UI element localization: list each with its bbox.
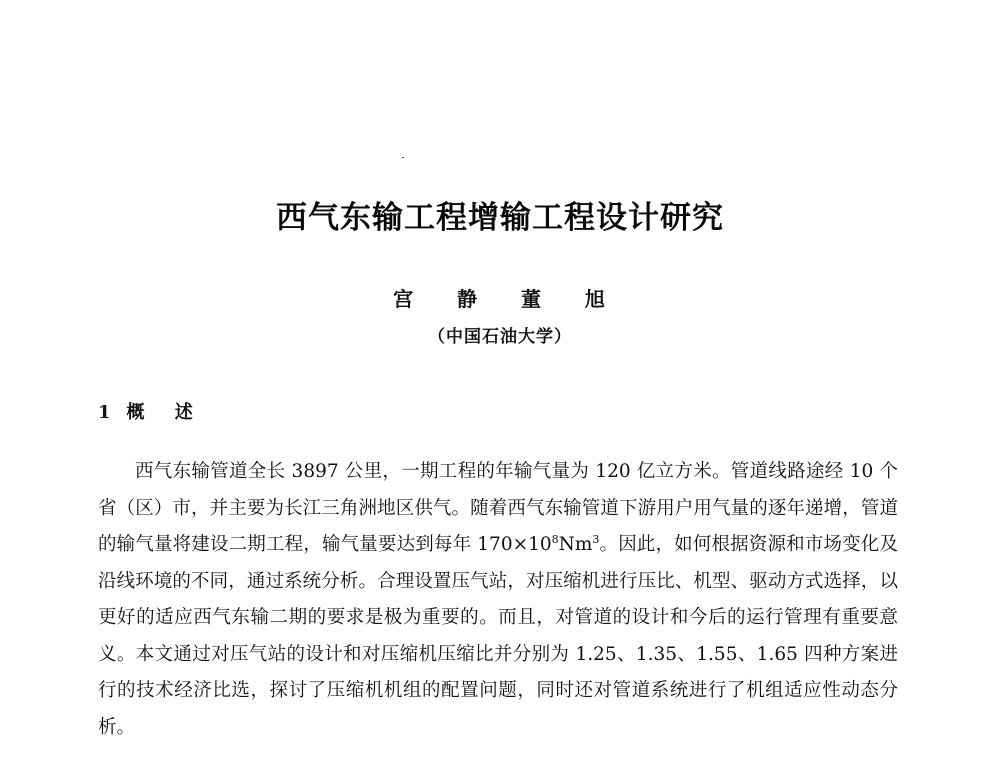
section-number: 1 bbox=[98, 402, 111, 423]
section-title: 概 述 bbox=[126, 402, 205, 423]
cubic-superscript: 3 bbox=[592, 532, 600, 546]
paragraph-text-part-1: 西气东输管道全长 3897 公里，一期工程的年输气量为 120 亿立方米。管道线路途经 10 个省（区）市，并主要为长江三角洲地区供气。随着西气东输管道下游用户用气量的逐年递增，管道的输气量将建设二期工程，输气量要达到每年 170×10 bbox=[98, 461, 898, 555]
paper-title: 西气东输工程增输工程设计研究 bbox=[276, 200, 724, 236]
paragraph-text-part-2: 。因此，如何根据资源和市场变化及沿线环境的不同，通过系统分析。合理设置压气站，对压缩机进行压比、机型、驱动方式选择，以更好的适应西气东输二期的要求是极为重要的。而且，对管道的设计和今后的运行管理有重要意义。本文通过对压气站的设计和对压缩机压缩比并分别为 1.25、1.35、1.55、1.65 四种方案进行的技术经济比选，探讨了压缩机机组的配置问题，同时还对管道系统进行了机组适应性动态分析。 bbox=[98, 534, 898, 738]
body-paragraph bbox=[98, 454, 898, 746]
unit-text: Nm bbox=[558, 534, 593, 555]
scan-speck bbox=[402, 157, 404, 158]
author-names: 宫 静 董 旭 bbox=[393, 287, 607, 311]
author-affiliation: （中国石油大学） bbox=[428, 327, 572, 347]
section-heading bbox=[98, 398, 205, 424]
exponent-superscript: 8 bbox=[551, 532, 559, 546]
